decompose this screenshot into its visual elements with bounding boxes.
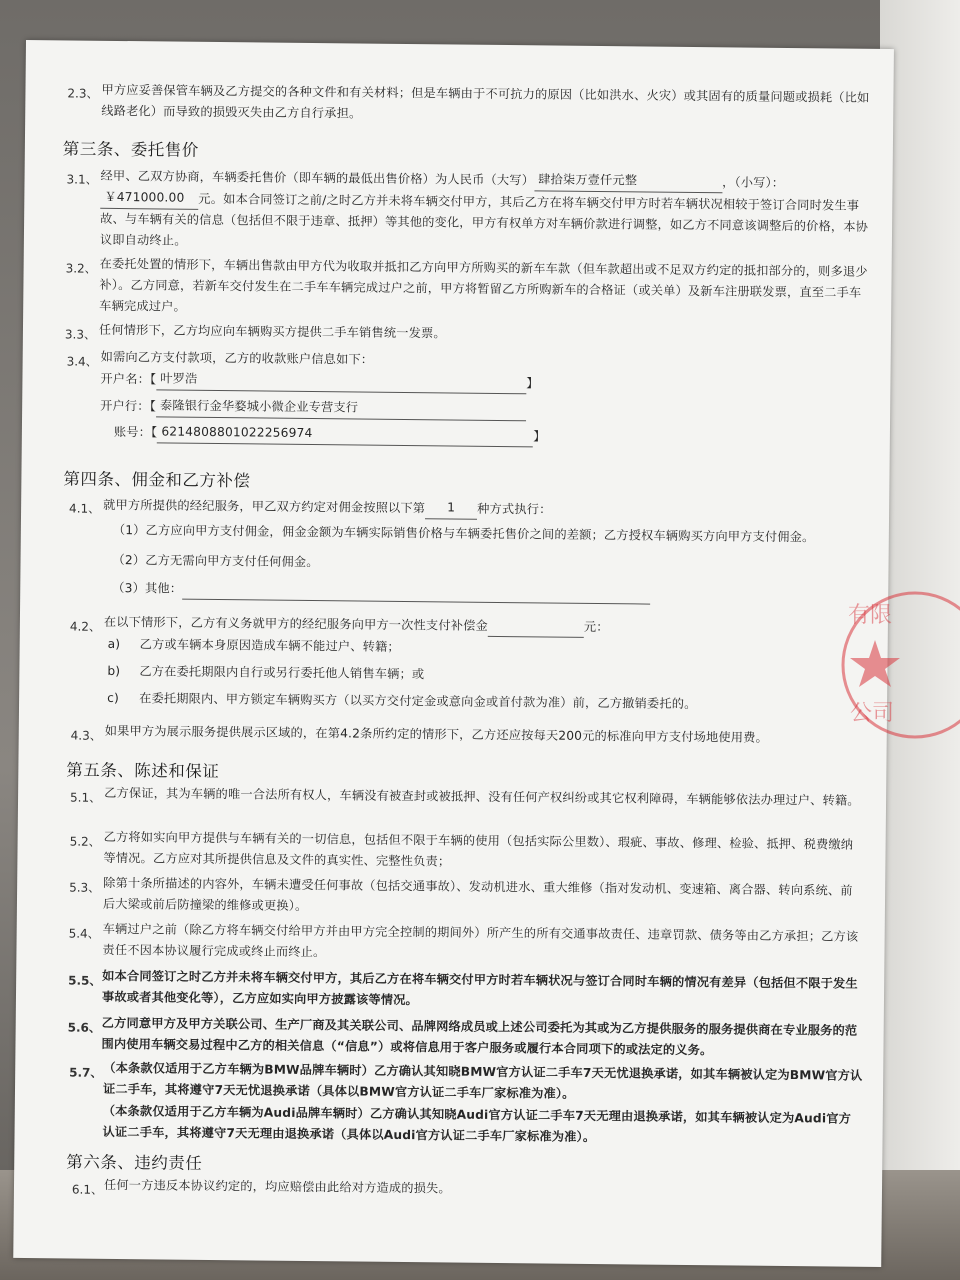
compensation-field — [488, 620, 584, 638]
clause-text: ，（小写）： — [722, 175, 785, 190]
article-5-title: 第五条、陈述和保证 — [66, 760, 220, 782]
clause-4-1 — [103, 494, 863, 524]
price-lowercase-field: ￥471000.00 — [100, 187, 198, 210]
list-marker: c) — [107, 690, 120, 706]
clause-number: 3.3、 — [64, 327, 97, 342]
clause-number: 5.3、 — [69, 880, 101, 895]
clause-text: 就甲方所提供的经纪服务，甲乙双方约定对佣金按照以下第 — [103, 497, 426, 516]
clause-5-5: 如本合同签订之时乙方并未将车辆交付甲方，其后乙方在将车辆交付甲方时若车辆状况与签订合同时车辆的情况有差异（包括但不限于发生事故或者其他变化等），乙方应如实向甲方披露该等情况。 — [101, 968, 858, 1008]
commission-option-3 — [112, 578, 872, 607]
clause-number: 3.2、 — [65, 261, 97, 276]
clause-4-3: 如果甲方为展示服务提供展示区域的，在第4.2条所约定的情形下，乙方还应按每天200元的标准向甲方支付场地使用费。 — [104, 723, 769, 745]
clause-text: 在以下情形下，乙方有义务就甲方的经纪服务向甲方一次性支付补偿金 — [103, 614, 488, 633]
clause-number: 4.2、 — [69, 619, 102, 634]
clause-5-4: 车辆过户之前（除乙方将车辆交付给甲方并由甲方完全控制的期间外）所产生的所有交通事故责任、违章罚款、债务等由乙方承担；乙方该责任不因本协议履行完成或终止而终止。 — [102, 921, 859, 960]
account-bank-value: 泰隆银行金华婺城小微企业专营支行 — [156, 395, 526, 421]
clause-5-6: 乙方同意甲方及甲方关联公司、生产厂商及其关联公司、品牌网络成员或上述公司委托为其或为乙方提供服务的服务提供商在专业服务的范围内使用车辆交易过程中乙方的相关信息（“信息”）或将信息用于客户服务或履行本合同项下的或法定的义务。 — [101, 1015, 858, 1058]
clause-2-3: 甲方应妥善保管车辆及乙方提交的各种文件和有关材料；但是车辆由于不可抗力的原因（比如洪水、火灾）或其固有的质量问题或损耗（比如线路老化）而导致的损毁灭失由乙方自行承担。 — [101, 82, 870, 121]
clause-3-2: 在委托处置的情形下，车辆出售款由甲方代为收取并抵扣乙方向甲方所购买的新车车款（但车款超出或不足双方约定的抵扣部分的，则多退少补）。乙方同意，若新车交付发生在二手车车辆完成过户之前，甲方将暂留乙方所购新车的合格证（或关单）及新车注册联发票，直至二手车车辆完成过户。 — [99, 256, 868, 314]
clause-text: 种方式执行： — [477, 501, 552, 517]
clause-4-2-a: 乙方或车辆本身原因造成车辆不能过户、转籍； — [139, 637, 400, 654]
seal-text: 有限 — [848, 603, 893, 628]
account-number-value: 6214808801022256974 — [157, 421, 533, 447]
clause-text: 元。如本合同签订之前/之时乙方并未将车辆交付甲方，其后乙方在将车辆交付甲方时若车辆状况相较于签订合同时发生事故、与车辆有关的信息（包括但不限于违章、抵押）等其他的变化，甲方有权单方对车辆价款进行调整，如乙方不同意该调整后的价格，本协议即自动终止。 — [99, 191, 869, 248]
commission-option-3-label: （3）其他： — [112, 580, 183, 596]
article-3-title: 第三条、委托售价 — [62, 139, 199, 160]
clause-3-4: 如需向乙方支付款项，乙方的收款账户信息如下： — [100, 349, 374, 367]
commission-other-field — [182, 583, 650, 605]
clause-number: 2.3、 — [67, 86, 99, 101]
article-4-title: 第四条、佣金和乙方补偿 — [63, 469, 251, 491]
seal-text: 公司 — [850, 701, 895, 726]
account-bank-label: 开户行：【 — [100, 398, 157, 414]
clause-number: 4.3、 — [70, 728, 102, 743]
clause-number: 5.2、 — [69, 834, 101, 849]
clause-5-7-bmw: （本条款仅适用于乙方车辆为BMW品牌车辆时）乙方确认其知晓BMW官方认证二手车7天无忧退换承诺，如其车辆被认定为BMW官方认证二手车，其将遵守7天无忧退换承诺（具体以BMW官方认证二手车厂家标准为准）。 — [102, 1060, 863, 1101]
clause-5-2: 乙方将如实向甲方提供与车辆有关的一切信息，包括但不限于车辆的使用（包括实际公里数）、瑕疵、事故、修理、检验、抵押、税费缴纳等情况。乙方应对其所提供信息及文件的真实性、完整性负责； — [103, 829, 854, 869]
clause-3-1 — [100, 165, 871, 259]
clause-number: 5.5、 — [68, 973, 102, 988]
clause-5-1: 乙方保证，其为车辆的唯一合法所有权人，车辆没有被查封或被抵押、没有任何产权纠纷或其它权利障碍，车辆能够依法办理过户、转籍。 — [104, 785, 860, 808]
clause-4-2-c: 在委托期限内、甲方锁定车辆购买方（以买方交付定金或意向金或首付款为准）前，乙方撤销委托的。 — [139, 691, 697, 712]
clause-3-3: 任何情形下，乙方均应向车辆购买方提供二手车销售统一发票。 — [98, 322, 446, 341]
clause-text: 经甲、乙双方协商，车辆委托售价（即车辆的最低出售价格）为人民币（大写） — [100, 168, 535, 188]
clause-5-7-audi: （本条款仅适用于乙方车辆为Audi品牌车辆时）乙方确认其知晓Audi官方认证二手车7天无理由退换承诺，如其车辆被认定为Audi官方认证二手车，其将遵守7天无理由退换承诺（具体以Audi官方认证二手车厂家标准为准）。 — [102, 1103, 852, 1145]
clause-number: 5.6、 — [67, 1020, 101, 1035]
clause-6-1: 任何一方违反本协议约定的，均应赔偿由此给对方造成的损失。 — [103, 1177, 451, 1196]
account-number-label: 账号：【 — [113, 424, 158, 440]
article-6-title: 第六条、违约责任 — [66, 1152, 203, 1173]
commission-option-1: （1）乙方应向甲方支付佣金，佣金金额为车辆实际销售价格与车辆委托售价之间的差额；乙方授权车辆购买方向甲方支付佣金。 — [112, 522, 815, 545]
price-uppercase-field: 肆拾柒万壹仟元整 — [534, 169, 722, 193]
clause-number: 3.4、 — [66, 354, 98, 369]
account-name-value: 叶罗浩 — [156, 368, 526, 394]
clause-4-2-b: 乙方在委托期限内自行或另行委托他人销售车辆；或 — [139, 664, 425, 682]
bracket-close: 】 — [533, 429, 546, 444]
clause-number: 5.1、 — [69, 790, 102, 805]
account-name-row — [100, 368, 538, 395]
account-number-row — [114, 421, 546, 448]
clause-number: 5.4、 — [68, 926, 100, 941]
document-page — [13, 40, 894, 1267]
commission-choice-field: 1 — [425, 497, 477, 520]
clause-number: 6.1、 — [71, 1182, 104, 1197]
seal-star-icon — [850, 640, 900, 687]
account-bank-row — [100, 395, 526, 421]
clause-5-3: 除第十条所描述的内容外，车辆未遭受任何事故（包括交通事故）、发动机进水、重大维修（指对发动机、变速箱、离合器、转向系统、前后大梁或前后防撞梁的维修或更换）。 — [102, 875, 853, 913]
list-marker: b) — [107, 663, 121, 679]
clause-number: 4.1、 — [69, 501, 101, 516]
clause-number: 3.1、 — [66, 172, 98, 187]
list-marker: a) — [107, 636, 121, 652]
company-seal — [820, 580, 960, 750]
commission-option-2: （2）乙方无需向甲方支付任何佣金。 — [112, 552, 319, 570]
clause-text: 元： — [583, 619, 609, 635]
account-name-label: 开户名：【 — [100, 371, 157, 387]
bracket-close: 】 — [526, 376, 539, 391]
clause-number: 5.7、 — [69, 1065, 103, 1080]
